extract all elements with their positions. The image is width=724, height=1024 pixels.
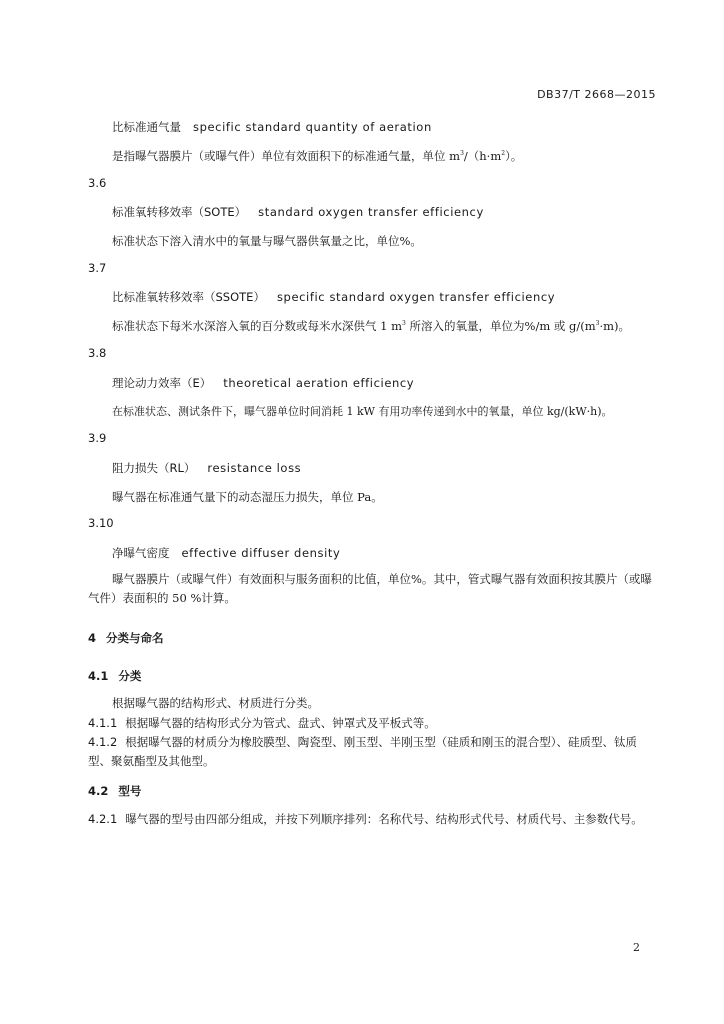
term-cn: 阻力损失（RL） [112,461,196,475]
term-en: effective diffuser density [181,546,341,560]
term-en: theoretical aeration efficiency [223,376,415,390]
clause-number: 3.7 [88,261,107,275]
term-cn: 净曝气密度 [112,546,170,560]
term-sote [112,204,484,220]
term-en: specific standard quantity of aeration [193,120,432,134]
page-number: 2 [633,941,640,954]
definition-edd: 曝气器膜片（或曝气件）有效面积与服务面积的比值，单位%。其中，管式曝气器有效面积按其膜片（或曝气件）表面积的 50 %计算。 [88,572,652,605]
superscript: 3 [460,150,464,157]
clause-number: 3.6 [88,176,107,190]
section-title: 分类与命名 [106,631,164,645]
definition-ssote [112,318,630,334]
clause-number: 4.1.1 [88,716,118,730]
clause-number: 3.9 [88,431,107,445]
subsection-heading [88,783,141,799]
def-text: 是指曝气器膜片（或曝气件）单位有效面积下的标准通气量，单位 m [112,149,461,163]
term-e [112,375,414,391]
clause-number: 4.2.1 [88,812,118,826]
term-ssqa [112,119,432,135]
classification-intro: 根据曝气器的结构形式、材质进行分类。 [112,696,319,710]
def-text: /（h·m [463,149,502,163]
section-number: 4 [88,631,97,645]
term-ssote [112,289,555,305]
clause-4-1-2 [88,733,658,771]
clause-text: 曝气器的型号由四部分组成，并按下列顺序排列：名称代号、结构形式代号、材质代号、主参数代号。 [125,812,643,826]
term-cn: 比标准氧转移效率（SSOTE） [112,290,265,304]
def-text: ·m)。 [599,319,631,333]
superscript: 2 [501,150,506,157]
definition-e: 在标准状态、测试条件下，曝气器单位时间消耗 1 kW 有用功率传递到水中的氧量，单位 kg/(kW·h)。 [112,405,613,418]
term-cn: 标准氧转移效率（SOTE） [112,205,247,219]
clause-number: 4.1.2 [88,735,118,749]
subsection-heading [88,668,141,684]
clause-text: 根据曝气器的材质分为橡胶膜型、陶瓷型、刚玉型、半刚玉型（硅质和刚玉的混合型）、硅质型、钛质型、聚氨酯型及其他型。 [88,735,638,768]
section-number: 4.2 [88,784,109,798]
term-cn: 理论动力效率（E） [112,376,212,390]
clause-text: 根据曝气器的结构形式分为管式、盘式、钟罩式及平板式等。 [125,716,436,730]
superscript: 3 [402,320,406,327]
term-en: specific standard oxygen transfer efficiency [276,290,556,304]
def-text: ）。 [505,149,523,163]
clause-number: 3.8 [88,346,107,360]
section-title: 型号 [118,784,142,798]
def-text: 所溶入的氧量，单位为%/m 或 g/(m [405,319,596,333]
definition-rl: 曝气器在标准通气量下的动态湿压力损失，单位 Pa。 [112,490,383,504]
superscript: 3 [595,320,600,327]
clause-number: 3.10 [88,516,114,530]
section-heading [88,630,164,646]
definition-sote: 标准状态下溶入清水中的氧量与曝气器供氧量之比，单位%。 [112,234,422,248]
term-en: standard oxygen transfer efficiency [258,205,484,219]
def-text: 标准状态下每米水深溶入氧的百分数或每米水深供气 1 m [112,319,403,333]
standard-code-header: DB37/T 2668—2015 [537,88,656,101]
term-rl [112,460,301,476]
term-cn: 比标准通气量 [112,120,181,134]
clause-4-1-1 [88,714,658,733]
section-title: 分类 [118,669,142,683]
clause-4-2-1 [88,810,658,829]
term-en: resistance loss [207,461,302,475]
term-edd [112,545,340,561]
definition-ssqa [112,148,522,164]
section-number: 4.1 [88,669,109,683]
